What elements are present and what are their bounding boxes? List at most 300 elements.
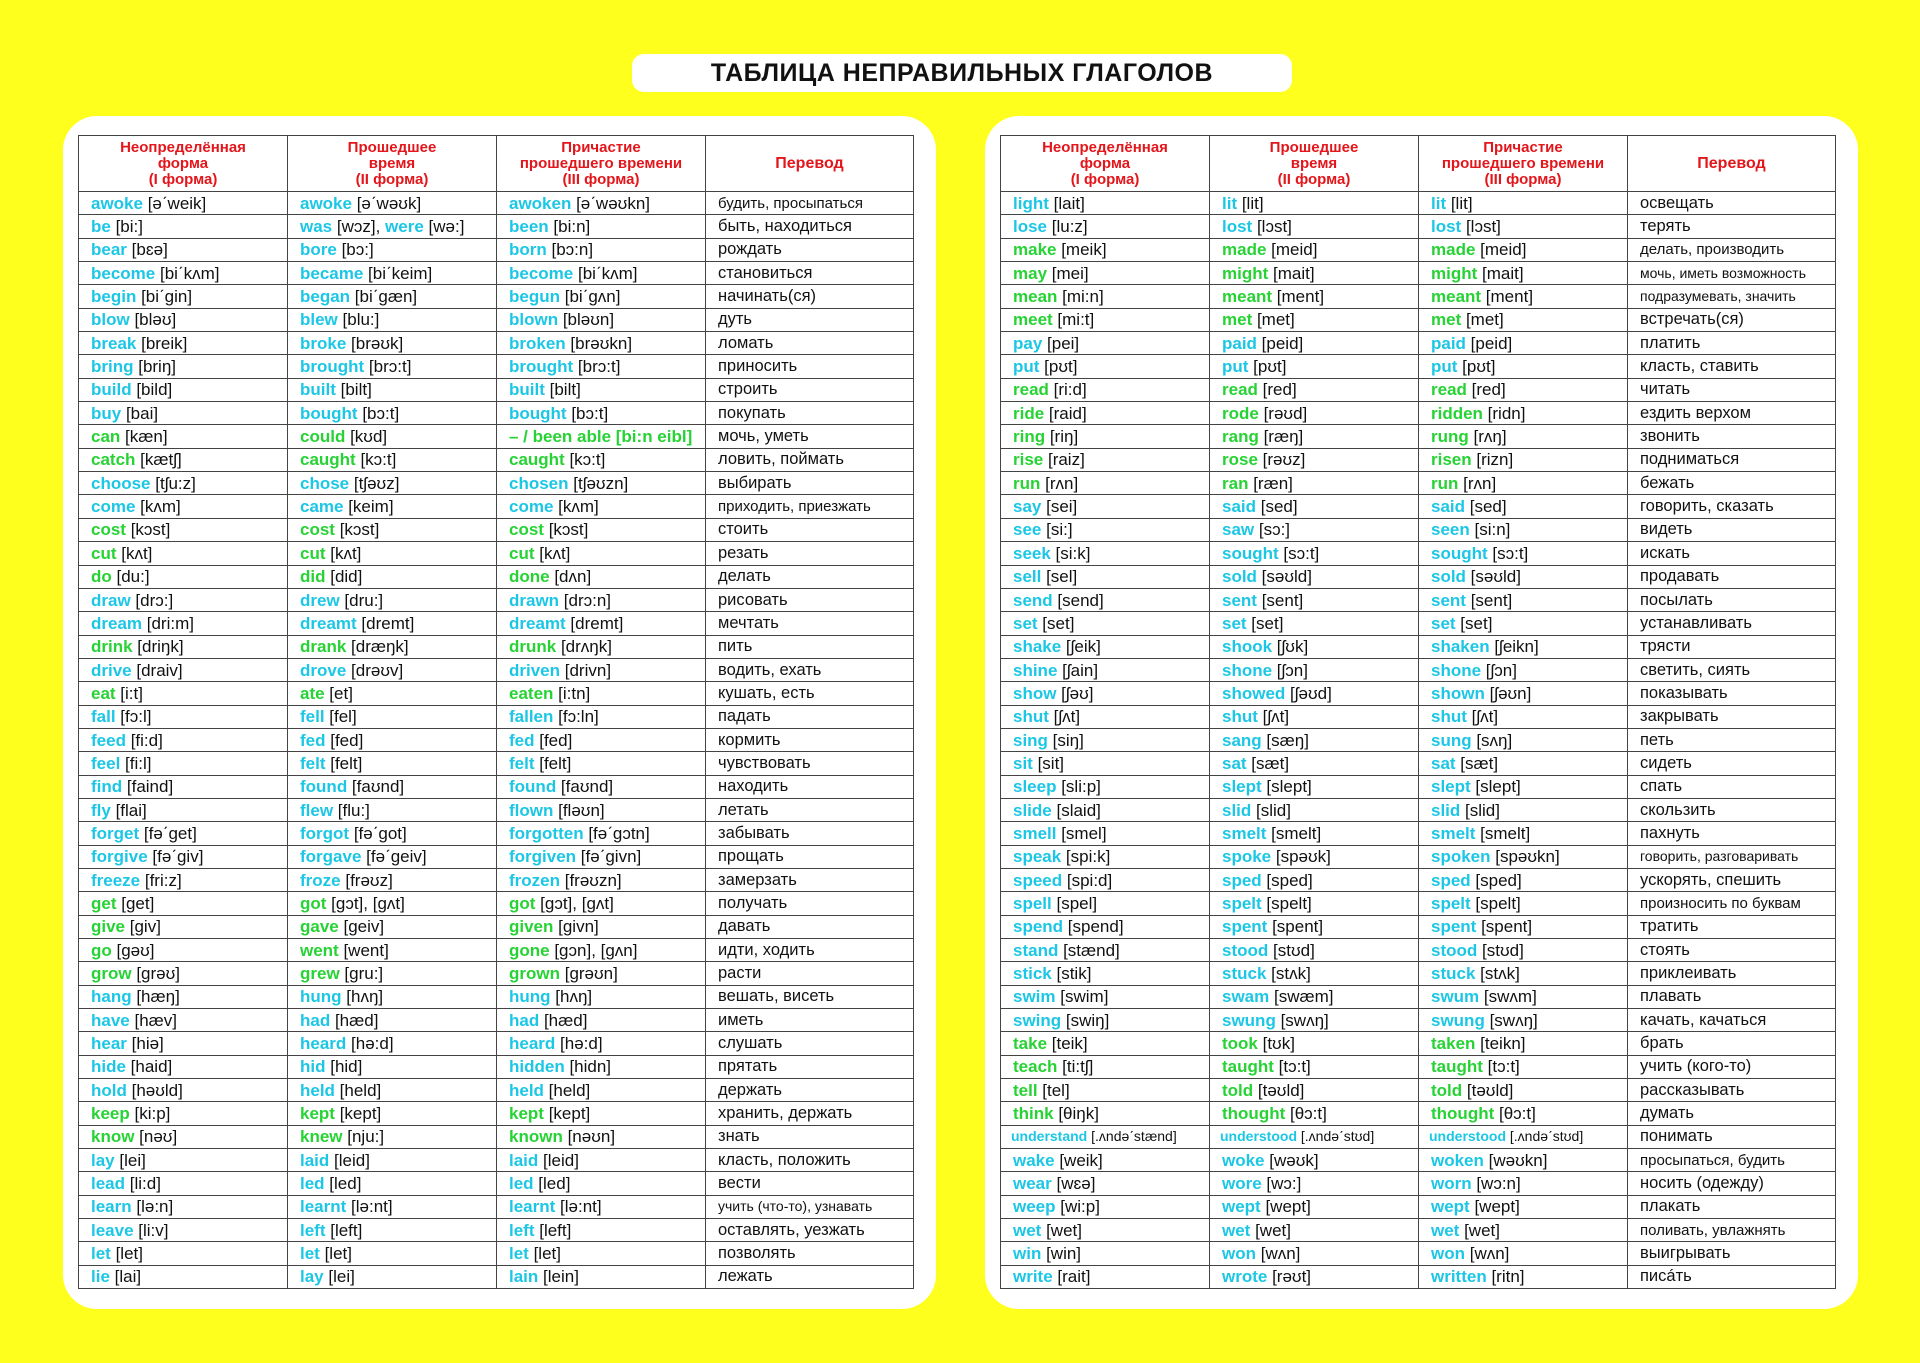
verb-form-1-cell <box>1001 658 1210 681</box>
verb-form-1-cell <box>1001 1265 1210 1288</box>
verb-form-3-cell <box>497 565 706 588</box>
verb-word: sold <box>1431 567 1466 587</box>
verb-word: slide <box>1013 800 1052 820</box>
verb-word: ran <box>1222 473 1249 493</box>
table-row <box>1001 1149 1836 1172</box>
translation-cell: оставлять, уезжать <box>706 1219 914 1242</box>
verb-word: stand <box>1013 940 1059 960</box>
transcription: [lɔst] <box>1252 217 1292 237</box>
verb-form-3-cell <box>497 588 706 611</box>
transcription: [fəˊgɔtn] <box>583 823 650 843</box>
verb-form-1-cell <box>79 1149 288 1172</box>
verb-form-1-cell <box>79 285 288 308</box>
verb-form-3-cell <box>1419 985 1628 1008</box>
verb-form-2-cell <box>288 1009 497 1032</box>
verb-word: lead <box>91 1174 126 1194</box>
verb-form-1-cell <box>79 378 288 401</box>
translation-cell: выбирать <box>706 472 914 495</box>
transcription: [slaid] <box>1051 800 1101 820</box>
translation-cell: делать <box>706 565 914 588</box>
verb-word: ridden <box>1431 403 1483 423</box>
verb-word: broken <box>509 333 566 353</box>
verb-word: stood <box>1431 940 1478 960</box>
table-row <box>1001 939 1836 962</box>
transcription: [fəˊgot] <box>349 823 407 843</box>
translation-cell: строить <box>706 378 914 401</box>
verb-form-2-cell <box>1210 962 1419 985</box>
translation-cell: качать, качаться <box>1628 1009 1836 1032</box>
translation-cell: резать <box>706 542 914 565</box>
verb-word: blew <box>300 310 338 330</box>
transcription: [kɔst] <box>125 520 171 540</box>
verb-word: fall <box>91 707 116 727</box>
transcription: [hə:d] <box>555 1034 603 1054</box>
transcription: [lein] <box>538 1267 579 1287</box>
transcription: [lei] <box>323 1267 355 1287</box>
verb-form-2-cell <box>288 238 497 261</box>
transcription: [wəʊk] <box>1264 1150 1319 1170</box>
verb-form-2-cell <box>288 402 497 425</box>
verb-word: sat <box>1431 753 1456 773</box>
verb-word: leave <box>91 1220 134 1240</box>
transcription: [stænd] <box>1058 940 1120 960</box>
translation-cell: вешать, висеть <box>706 985 914 1008</box>
table-row <box>1001 1032 1836 1055</box>
verb-form-3-cell <box>497 868 706 891</box>
verb-form-1-cell <box>79 962 288 985</box>
transcription: [tʃu:z] <box>150 473 196 493</box>
table-row <box>79 238 914 261</box>
verb-form-2-cell <box>288 939 497 962</box>
translation-cell: тратить <box>1628 915 1836 938</box>
translation-cell: освещать <box>1628 192 1836 215</box>
translation-cell: покупать <box>706 402 914 425</box>
verb-word: learnt <box>300 1197 347 1217</box>
verb-form-2-cell <box>1210 798 1419 821</box>
table-row <box>79 939 914 962</box>
verb-word: showed <box>1222 683 1286 703</box>
transcription: [i:tn] <box>553 683 591 703</box>
verb-word: frozen <box>509 870 560 890</box>
translation-cell: устанавливать <box>1628 612 1836 635</box>
transcription: [peid] <box>1256 333 1304 353</box>
verb-form-3-cell <box>1419 448 1628 471</box>
transcription: [fəˊgiv] <box>147 847 204 867</box>
verb-form-1-cell <box>79 308 288 331</box>
verb-form-1-cell <box>1001 682 1210 705</box>
verb-word: sat <box>1222 753 1247 773</box>
verb-form-3-cell <box>1419 565 1628 588</box>
table-row <box>79 1009 914 1032</box>
verb-form-1-cell <box>1001 915 1210 938</box>
verbs-table-left <box>78 135 914 1289</box>
verb-word: hear <box>91 1034 127 1054</box>
transcription: [let] <box>110 1244 143 1264</box>
verb-word: risen <box>1431 450 1472 470</box>
verb-word: bought <box>300 403 358 423</box>
verb-word: buy <box>91 403 122 423</box>
verb-word: wet <box>1013 1220 1042 1240</box>
translation-cell: чувствовать <box>706 752 914 775</box>
transcription: [θɔ:t] <box>1285 1104 1327 1124</box>
verb-word: be <box>91 217 111 237</box>
left-panel <box>63 116 936 1309</box>
transcription: [təʊld] <box>1462 1080 1514 1100</box>
header-row <box>1001 136 1836 192</box>
table-row <box>79 542 914 565</box>
verb-form-1-cell <box>79 635 288 658</box>
verb-word: run <box>1431 473 1459 493</box>
table-row <box>79 705 914 728</box>
verb-word: built <box>300 380 336 400</box>
transcription: [felt] <box>325 753 363 773</box>
verb-word: let <box>300 1244 320 1264</box>
verb-word: understand <box>1011 1128 1088 1145</box>
transcription: [biˊkʌm] <box>155 263 220 283</box>
verb-form-1-cell <box>79 192 288 215</box>
verb-form-2-cell <box>288 985 497 1008</box>
transcription: [səʊld] <box>1256 567 1312 587</box>
transcription: [bɔ:] <box>336 240 374 260</box>
transcription: [dri:m] <box>142 613 194 633</box>
verb-word: speak <box>1013 847 1062 867</box>
verb-word: wore <box>1222 1174 1262 1194</box>
translation-cell: иметь <box>706 1009 914 1032</box>
verb-word: sang <box>1222 730 1262 750</box>
verb-word: spent <box>1222 917 1268 937</box>
verb-form-1-cell <box>79 565 288 588</box>
verb-word: cut <box>91 543 117 563</box>
transcription: [θiŋk] <box>1053 1104 1099 1124</box>
transcription: [spelt] <box>1470 893 1521 913</box>
transcription: [biˊkʌm] <box>573 263 638 283</box>
verb-form-2-cell <box>288 192 497 215</box>
verb-word: drove <box>300 660 347 680</box>
table-row <box>1001 752 1836 775</box>
translation-cell: мочь, иметь возможность <box>1628 262 1836 285</box>
verb-word: held <box>300 1080 335 1100</box>
transcription: [ki:p] <box>129 1104 171 1124</box>
transcription: [stik] <box>1051 964 1092 984</box>
translation-cell: светить, сиять <box>1628 658 1836 681</box>
verb-form-3-cell <box>497 1102 706 1125</box>
verb-word: meant <box>1431 287 1482 307</box>
transcription: [wɔz], <box>332 217 386 237</box>
transcription: [driŋk] <box>132 637 184 657</box>
transcription: [drɔ:n] <box>559 590 612 610</box>
verb-form-2-cell <box>288 1219 497 1242</box>
verb-word: learnt <box>509 1197 556 1217</box>
transcription: [rəʊd] <box>1258 403 1308 423</box>
translation-cell: давать <box>706 915 914 938</box>
verb-word: hold <box>91 1080 127 1100</box>
transcription: [gɔn], [gʌn] <box>549 940 638 960</box>
translation-cell: стоять <box>1628 939 1836 962</box>
translation-cell: дуть <box>706 308 914 331</box>
transcription: [left] <box>325 1220 363 1240</box>
verb-form-2-cell <box>288 518 497 541</box>
transcription: [met] <box>1461 310 1504 330</box>
verb-word: wake <box>1013 1150 1055 1170</box>
table-row <box>79 845 914 868</box>
transcription: [let] <box>319 1244 352 1264</box>
verb-word: may <box>1013 263 1048 283</box>
translation-cell: вести <box>706 1172 914 1195</box>
transcription: [meid] <box>1475 240 1527 260</box>
translation-cell: скользить <box>1628 798 1836 821</box>
translation-cell: писáть <box>1628 1265 1836 1288</box>
table-row <box>79 775 914 798</box>
verb-word: can <box>91 427 121 447</box>
table-row <box>1001 1242 1836 1265</box>
translation-cell: терять <box>1628 215 1836 238</box>
verb-word: feed <box>91 730 126 750</box>
transcription: [win] <box>1041 1244 1082 1264</box>
verb-form-1-cell <box>79 1055 288 1078</box>
transcription: [nəʊ] <box>134 1127 178 1147</box>
verb-form-2-cell <box>1210 308 1419 331</box>
transcription: [mait] <box>1268 263 1315 283</box>
transcription: [hid] <box>325 1057 363 1077</box>
verb-word: grew <box>300 964 340 984</box>
transcription: [ʃɔn] <box>1272 660 1308 680</box>
table-row <box>1001 635 1836 658</box>
verb-form-3-cell <box>497 658 706 681</box>
verb-word: show <box>1013 683 1057 703</box>
verb-word: drawn <box>509 590 560 610</box>
table-row <box>1001 1055 1836 1078</box>
translation-cell: быть, находиться <box>706 215 914 238</box>
verb-word: had <box>509 1010 540 1030</box>
verb-word: left <box>300 1220 326 1240</box>
transcription: [gru:] <box>339 964 384 984</box>
verb-word: send <box>1013 590 1053 610</box>
verb-form-1-cell <box>1001 588 1210 611</box>
translation-cell: сидеть <box>1628 752 1836 775</box>
verb-word: found <box>509 777 557 797</box>
transcription: [faʊnd] <box>347 777 405 797</box>
verb-word: stuck <box>1222 964 1267 984</box>
translation-cell: хранить, держать <box>706 1102 914 1125</box>
verb-word: said <box>1222 497 1257 517</box>
transcription: [lə:nt] <box>555 1197 602 1217</box>
verb-word: learn <box>91 1197 132 1217</box>
verb-word: was <box>300 217 333 237</box>
table-row <box>1001 892 1836 915</box>
transcription: [wi:p] <box>1055 1197 1100 1217</box>
verb-word: set <box>1013 613 1038 633</box>
transcription: [sɔ:t] <box>1278 543 1320 563</box>
verb-word: lit <box>1222 193 1238 213</box>
verb-word: heard <box>300 1034 347 1054</box>
transcription: [hæd] <box>330 1010 379 1030</box>
verb-word: fly <box>91 800 111 820</box>
verb-word: eaten <box>509 683 554 703</box>
verb-word: been <box>509 217 549 237</box>
verb-form-2-cell <box>288 728 497 751</box>
verb-word: chose <box>300 473 350 493</box>
verb-word: hid <box>300 1057 326 1077</box>
table-body <box>79 192 914 1289</box>
verb-form-3-cell <box>1419 1055 1628 1078</box>
verb-word: speed <box>1013 870 1063 890</box>
verb-form-1-cell <box>1001 1242 1210 1265</box>
transcription: [rəʊz] <box>1257 450 1306 470</box>
verb-form-3-cell <box>497 1242 706 1265</box>
verb-form-3-cell <box>1419 705 1628 728</box>
transcription: [ʃeik] <box>1061 637 1101 657</box>
verb-form-3-cell <box>1419 1149 1628 1172</box>
transcription: [mi:n] <box>1057 287 1104 307</box>
verb-word: knew <box>300 1127 343 1147</box>
verb-word: grow <box>91 964 132 984</box>
transcription: [sent] <box>1465 590 1513 610</box>
transcription: [kætʃ] <box>135 450 182 470</box>
verb-form-2-cell <box>1210 985 1419 1008</box>
table-row <box>79 1102 914 1125</box>
transcription: [sæt] <box>1246 753 1290 773</box>
verb-form-3-cell <box>497 1195 706 1218</box>
transcription: [brɔ:t] <box>364 357 412 377</box>
verb-word: seen <box>1431 520 1470 540</box>
transcription: [brəʊkn] <box>565 333 633 353</box>
verb-word: wrote <box>1222 1267 1268 1287</box>
verb-word: – / been able [bi:n eibl] <box>509 427 693 447</box>
table-row <box>1001 822 1836 845</box>
verb-form-3-cell <box>1419 1079 1628 1102</box>
verb-form-1-cell <box>1001 845 1210 868</box>
verb-form-3-cell <box>497 285 706 308</box>
translation-cell: прятать <box>706 1055 914 1078</box>
verb-word: become <box>509 263 574 283</box>
transcription: [dru:] <box>339 590 384 610</box>
verb-word: rode <box>1222 403 1259 423</box>
verb-form-2-cell <box>1210 1009 1419 1032</box>
translation-cell: пахнуть <box>1628 822 1836 845</box>
transcription: [bilt] <box>544 380 581 400</box>
table-row <box>79 1125 914 1148</box>
transcription: [ræŋ] <box>1258 427 1304 447</box>
verb-word: came <box>300 497 344 517</box>
transcription: [tel] <box>1037 1080 1070 1100</box>
verb-form-3-cell <box>497 1125 706 1148</box>
verb-word: think <box>1013 1104 1054 1124</box>
verb-word: drank <box>300 637 347 657</box>
table-row <box>79 448 914 471</box>
table-row <box>79 962 914 985</box>
transcription: [dremt] <box>565 613 624 633</box>
verb-form-2-cell <box>288 1242 497 1265</box>
verb-word: keep <box>91 1104 130 1124</box>
translation-cell: ломать <box>706 332 914 355</box>
verb-word: shut <box>1431 707 1467 727</box>
verb-form-1-cell <box>79 682 288 705</box>
table-row <box>79 1172 914 1195</box>
table-row <box>1001 425 1836 448</box>
translation-cell: летать <box>706 798 914 821</box>
verb-form-3-cell <box>497 915 706 938</box>
translation-cell: знать <box>706 1125 914 1148</box>
transcription: [faʊnd] <box>556 777 614 797</box>
verb-word: kept <box>300 1104 335 1124</box>
header-form2: Прошедшее время (II форма) <box>288 136 497 192</box>
transcription: [sʌŋ] <box>1471 730 1513 750</box>
verb-form-2-cell <box>1210 915 1419 938</box>
verb-form-1-cell <box>79 939 288 962</box>
verb-form-1-cell <box>79 518 288 541</box>
table-body <box>1001 192 1836 1289</box>
verb-word: forgot <box>300 823 350 843</box>
transcription: [wet] <box>1250 1220 1291 1240</box>
verb-word: dreamt <box>509 613 566 633</box>
table-row <box>1001 542 1836 565</box>
transcription: [ʃeikn] <box>1489 637 1539 657</box>
table-row <box>1001 1102 1836 1125</box>
transcription: [flai] <box>110 800 147 820</box>
verb-form-1-cell <box>79 1009 288 1032</box>
table-row <box>79 402 914 425</box>
verb-form-1-cell <box>1001 939 1210 962</box>
verb-form-2-cell <box>288 705 497 728</box>
transcription: [pei] <box>1042 333 1080 353</box>
verb-word: flew <box>300 800 334 820</box>
translation-cell: забывать <box>706 822 914 845</box>
verb-word: laid <box>509 1150 539 1170</box>
verb-word: taught <box>1222 1057 1274 1077</box>
transcription: [swʌŋ] <box>1484 1010 1538 1030</box>
verb-word: eat <box>91 683 116 703</box>
verb-word: cost <box>91 520 126 540</box>
translation-cell: просыпаться, будить <box>1628 1149 1836 1172</box>
verb-word: grown <box>509 964 560 984</box>
transcription: [teikn] <box>1475 1034 1526 1054</box>
transcription: [giv] <box>125 917 161 937</box>
verb-word: got <box>509 893 536 913</box>
verb-form-2-cell <box>288 612 497 635</box>
verb-word: dream <box>91 613 143 633</box>
verb-word: slept <box>1222 777 1262 797</box>
verb-form-3-cell <box>1419 238 1628 261</box>
transcription: [leid] <box>329 1150 370 1170</box>
verb-word: felt <box>300 753 326 773</box>
transcription: [bi:n] <box>548 217 591 237</box>
table-row <box>79 472 914 495</box>
transcription: [mi:t] <box>1052 310 1095 330</box>
verb-word: lie <box>91 1267 110 1287</box>
verb-word: ride <box>1013 403 1045 423</box>
translation-cell: приходить, приезжать <box>706 495 914 518</box>
transcription: [smelt] <box>1266 823 1322 843</box>
verb-form-1-cell <box>79 915 288 938</box>
verb-form-2-cell <box>288 448 497 471</box>
transcription: [kʌt] <box>534 543 571 563</box>
translation-cell: лежать <box>706 1265 914 1288</box>
verb-word: built <box>509 380 545 400</box>
verb-form-2-cell <box>1210 355 1419 378</box>
verb-form-3-cell <box>1419 1265 1628 1288</box>
verb-form-3-cell <box>497 308 706 331</box>
verb-word: swim <box>1013 987 1056 1007</box>
verb-word: flown <box>509 800 554 820</box>
verb-form-3-cell <box>497 238 706 261</box>
transcription: [swim] <box>1055 987 1109 1007</box>
verb-word: wept <box>1431 1197 1470 1217</box>
verb-word: shone <box>1431 660 1482 680</box>
transcription: [kʌt] <box>116 543 153 563</box>
verb-form-1-cell <box>79 425 288 448</box>
transcription: [kept] <box>543 1104 591 1124</box>
verb-word: written <box>1431 1267 1487 1287</box>
